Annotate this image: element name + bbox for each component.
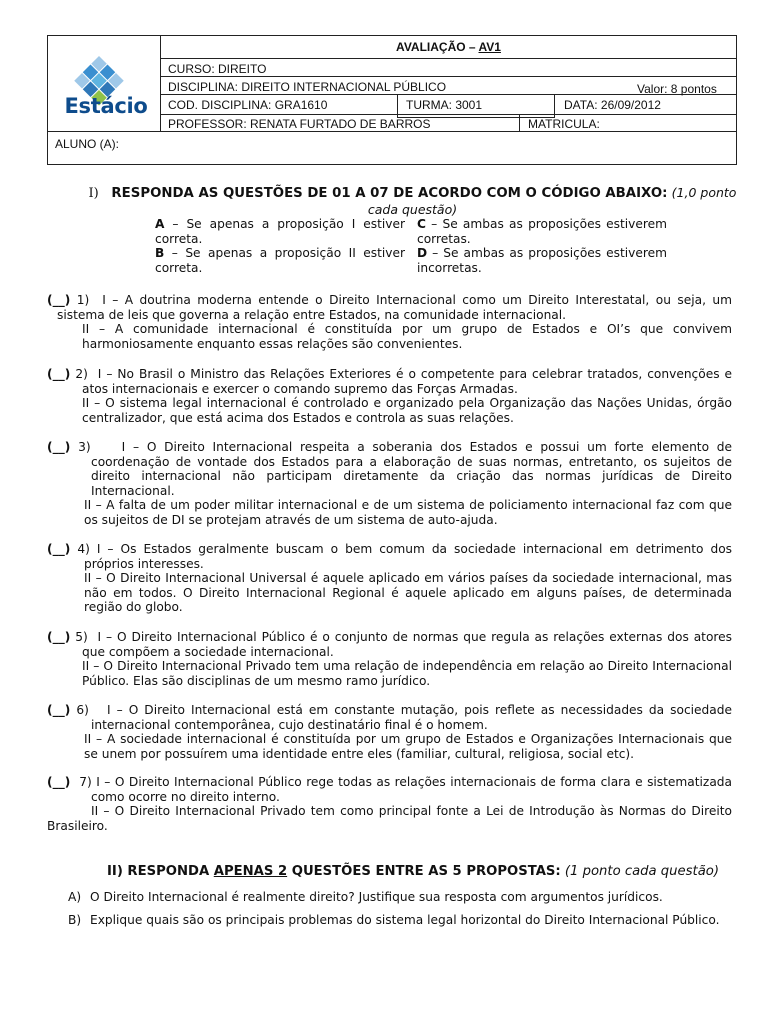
exam-header-table (47, 35, 737, 165)
curso-field: CURSO: DIREITO (168, 62, 267, 76)
question-2: (__) 2) I – No Brasil o Ministro das Relações Exteriores é o competente para celebrar tratados, convenções e atos internacionais e exercer o comando supremo das Forças Armadas. II – O sistema legal internacional é controlado e organizado pela Organização das Nações Unidas, órgão centralizador, que está acima dos Estados e controla as suas relações. (47, 367, 733, 425)
valor-field: Valor: 8 pontos (637, 82, 717, 96)
code-b: B – Se apenas a proposição II estiver correta. (155, 246, 405, 275)
answer-blank[interactable]: (__) (47, 775, 71, 789)
section2-heading: II) RESPONDA APENAS 2 QUESTÕES ENTRE AS 5 PROPOSTAS: (1 ponto cada questão) (107, 864, 719, 879)
question-7: (__) 7) I – O Direito Internacional Público rege todas as relações internacionais de forma clara e sistematizada como ocorre no direito interno. II – O Direito Internacional Privado tem como principal fonte a Lei de Introdução às Normas do Direito Brasileiro. (47, 775, 733, 833)
cod-disciplina-field: COD. DISCIPLINA: GRA1610 (168, 98, 328, 112)
answer-blank[interactable]: (__) (47, 440, 71, 454)
question-5: (__) 5) I – O Direito Internacional Público é o conjunto de normas que regula as relações externas dos atores que compõem a sociedade internacional. II – O Direito Internacional Privado tem uma relação de independência em relação ao Direito Internacional Público. Elas são disciplinas de um mesmo ramo jurídico. (47, 630, 732, 688)
exam-title: AVALIAÇÃO – AV1 (396, 40, 501, 54)
logo-wordmark: Estácio (64, 94, 148, 118)
aluno-field: ALUNO (A): (55, 137, 120, 151)
answer-blank[interactable]: (__) (47, 703, 71, 717)
question-6: (__) 6) I – O Direito Internacional está em constante mutação, pois reflete as necessidades da sociedade internacional contemporânea, cujo destinatário final é o homem. II – A sociedade internacional é constituída por um grupo de Estados e Organizações Internacionais que se unem por possuírem uma identidade entre eles (familiar, cultural, religiosa, social etc). (47, 703, 732, 761)
turma-field: TURMA: 3001 (406, 98, 483, 112)
data-field: DATA: 26/09/2012 (564, 98, 661, 112)
code-c: C – Se ambas as proposições estiverem corretas. (417, 217, 667, 246)
question-4: (__) 4) I – Os Estados geralmente buscam o bem comum da sociedade internacional em detrimento dos próprios interesses. II – O Direito Internacional Universal é aquele aplicado em vários países da sociedade internacional, mas não em todos. O Direito Internacional Regional é aquele aplicado em alguns países, de determinada região do globo. (47, 542, 732, 615)
logo-cell (48, 36, 161, 131)
code-d: D – Se ambas as proposições estiverem incorretas. (417, 246, 667, 275)
open-question-a: A) O Direito Internacional é realmente direito? Justifique sua resposta com argumentos jurídicos. (68, 890, 663, 904)
matricula-field: MATRICULA: (528, 117, 600, 131)
estacio-logo-icon (60, 50, 150, 130)
question-3: (__) 3) I – O Direito Internacional respeita a soberania dos Estados e possui um forte elemento de coordenação de vontade dos Estados para a elaboração de suas normas, entretanto, os sujeitos de direito internacional não participam diretamente da criação das normas jurídicas de Direito Internacional. II – A falta de um poder militar internacional e de um sistema de policiamento internacional faz com que os sujeitos de DI se protejam através de um sistema de auto-ajuda. (47, 440, 733, 527)
answer-blank[interactable]: (__) (47, 293, 71, 307)
question-1: (__) 1) I – A doutrina moderna entende o Direito Internacional como um Direito Interestatal, ou seja, um sistema de leis que governa a relação entre Estados, na comunidade internacional. II – A comunidade internacional é constituída por um grupo de Estados e OI’s que convivem harmoniosamente enquanto essas relações são convenientes. (47, 293, 732, 351)
disciplina-field: DISCIPLINA: DIREITO INTERNACIONAL PÚBLICO (168, 80, 447, 94)
answer-blank[interactable]: (__) (47, 630, 71, 644)
open-question-b: B) Explique quais são os principais problemas do sistema legal horizontal do Direito Internacional Público. (68, 913, 720, 927)
code-a: A – Se apenas a proposição I estiver correta. (155, 217, 405, 246)
answer-blank[interactable]: (__) (47, 367, 71, 381)
section1-heading: I) RESPONDA AS QUESTÕES DE 01 A 07 DE ACORDO COM O CÓDIGO ABAIXO: (1,0 ponto cada questão) (88, 185, 737, 217)
professor-field: PROFESSOR: RENATA FURTADO DE BARROS (168, 117, 431, 131)
answer-blank[interactable]: (__) (47, 542, 71, 556)
